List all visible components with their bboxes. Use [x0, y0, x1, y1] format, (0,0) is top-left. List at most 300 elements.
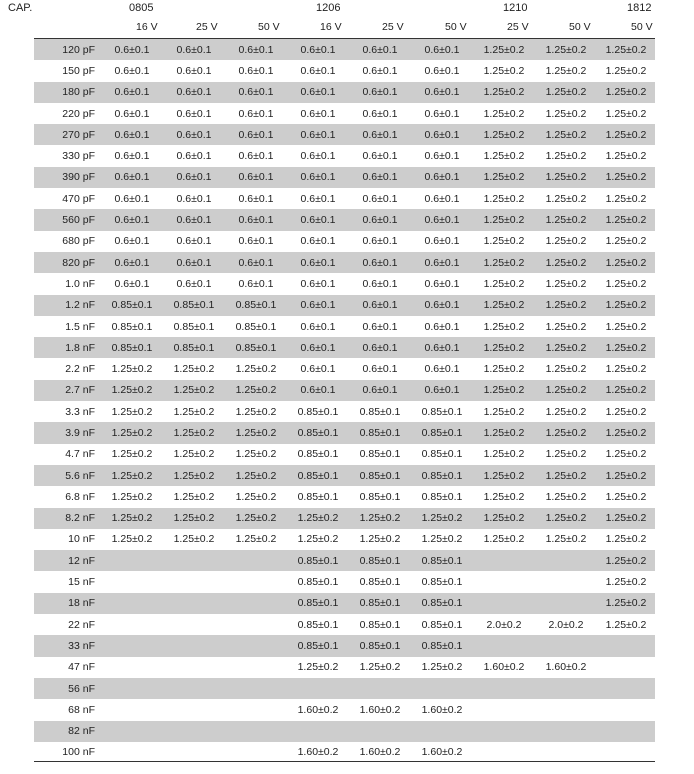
cap-value-cell: 150 pF: [62, 64, 95, 77]
thickness-cell: [225, 699, 287, 720]
thickness-cell: 1.25±0.2: [225, 422, 287, 443]
thickness-cell: 1.25±0.2: [597, 593, 655, 614]
voltage-label: 16 V: [320, 21, 342, 33]
thickness-cell: [473, 550, 535, 571]
thickness-cell: 0.85±0.1: [101, 295, 163, 316]
table-row: [34, 571, 655, 592]
thickness-cell: 1.25±0.2: [297, 533, 339, 546]
thickness-cell: [163, 550, 225, 571]
thickness-cell: [101, 550, 163, 571]
thickness-cell: 0.6±0.1: [411, 337, 473, 358]
thickness-cell: 0.85±0.1: [349, 635, 411, 656]
thickness-cell: 1.25±0.2: [545, 320, 587, 333]
cap-value-cell: 120 pF: [34, 39, 101, 60]
thickness-cell: 0.6±0.1: [300, 277, 336, 290]
thickness-cell: 1.25±0.2: [545, 150, 587, 163]
thickness-cell: 0.85±0.1: [297, 576, 339, 589]
thickness-cell: 1.25±0.2: [421, 533, 463, 546]
thickness-cell: [163, 614, 225, 635]
thickness-cell: [473, 699, 535, 720]
table-row: [34, 295, 655, 316]
thickness-cell: 0.85±0.1: [349, 465, 411, 486]
thickness-cell: [163, 635, 225, 656]
thickness-cell: 0.6±0.1: [424, 192, 460, 205]
thickness-cell: [535, 742, 597, 763]
thickness-cell: 1.25±0.2: [483, 363, 525, 376]
thickness-cell: 1.25±0.2: [173, 363, 215, 376]
table-row: [34, 316, 655, 337]
thickness-cell: 0.6±0.1: [411, 380, 473, 401]
thickness-cell: [163, 721, 225, 742]
table-row: [34, 124, 655, 145]
thickness-cell: 0.85±0.1: [359, 576, 401, 589]
thickness-cell: 1.25±0.2: [101, 465, 163, 486]
cap-value-cell: 82 nF: [34, 721, 101, 742]
table-row: [34, 39, 655, 60]
thickness-cell: 1.60±0.2: [297, 703, 339, 716]
thickness-cell: 1.25±0.2: [545, 533, 587, 546]
thickness-cell: 0.6±0.1: [349, 124, 411, 145]
thickness-cell: [101, 635, 163, 656]
thickness-cell: [535, 571, 597, 592]
table-row: [34, 486, 655, 507]
thickness-cell: 1.25±0.2: [163, 380, 225, 401]
thickness-cell: 0.6±0.1: [176, 277, 212, 290]
table-row: [34, 209, 655, 230]
thickness-cell: 0.6±0.1: [238, 107, 274, 120]
thickness-cell: [597, 721, 655, 742]
thickness-cell: 1.25±0.2: [359, 533, 401, 546]
thickness-cell: 0.6±0.1: [163, 39, 225, 60]
cap-value-cell: 180 pF: [34, 82, 101, 103]
thickness-cell: 1.60±0.2: [297, 746, 339, 759]
thickness-cell: 0.6±0.1: [300, 320, 336, 333]
thickness-cell: 1.25±0.2: [111, 533, 153, 546]
thickness-cell: 1.60±0.2: [359, 703, 401, 716]
thickness-cell: 1.25±0.2: [483, 277, 525, 290]
thickness-cell: 0.6±0.1: [287, 337, 349, 358]
thickness-cell: 1.25±0.2: [597, 252, 655, 273]
cap-value-cell: 15 nF: [68, 576, 95, 589]
thickness-cell: 1.25±0.2: [483, 448, 525, 461]
cap-value-cell: 4.7 nF: [65, 448, 95, 461]
thickness-cell: 1.25±0.2: [605, 448, 647, 461]
thickness-cell: 0.85±0.1: [287, 593, 349, 614]
thickness-cell: 0.85±0.1: [287, 635, 349, 656]
thickness-cell: 0.85±0.1: [421, 618, 463, 631]
thickness-cell: 0.85±0.1: [411, 422, 473, 443]
thickness-cell: [535, 635, 597, 656]
thickness-cell: 0.6±0.1: [225, 124, 287, 145]
thickness-cell: 0.6±0.1: [287, 124, 349, 145]
thickness-cell: 1.25±0.2: [235, 490, 277, 503]
thickness-cell: 0.6±0.1: [362, 277, 398, 290]
thickness-cell: 1.25±0.2: [605, 363, 647, 376]
thickness-cell: 0.85±0.1: [297, 618, 339, 631]
voltage-label: 25 V: [382, 21, 404, 33]
thickness-cell: [101, 721, 163, 742]
thickness-cell: 1.25±0.2: [473, 39, 535, 60]
thickness-cell: 1.25±0.2: [173, 533, 215, 546]
thickness-cell: 1.25±0.2: [597, 39, 655, 60]
cap-value-cell: 220 pF: [62, 107, 95, 120]
thickness-cell: 1.25±0.2: [473, 465, 535, 486]
thickness-cell: 0.6±0.1: [238, 277, 274, 290]
table-row: [34, 422, 655, 443]
thickness-cell: 0.6±0.1: [287, 167, 349, 188]
thickness-cell: [101, 699, 163, 720]
cap-value-cell: 56 nF: [34, 678, 101, 699]
thickness-cell: [287, 721, 349, 742]
thickness-cell: 1.25±0.2: [297, 661, 339, 674]
thickness-cell: 1.25±0.2: [101, 380, 163, 401]
thickness-cell: 1.25±0.2: [473, 422, 535, 443]
thickness-cell: 0.6±0.1: [101, 209, 163, 230]
thickness-cell: 1.25±0.2: [163, 422, 225, 443]
cap-column-label: CAP.: [8, 2, 33, 14]
cap-value-cell: 8.2 nF: [34, 508, 101, 529]
voltage-label: 50 V: [569, 21, 591, 33]
thickness-cell: [225, 657, 287, 678]
thickness-cell: 1.25±0.2: [101, 422, 163, 443]
thickness-cell: 1.25±0.2: [545, 490, 587, 503]
thickness-cell: 0.85±0.1: [411, 550, 473, 571]
thickness-cell: 1.25±0.2: [605, 533, 647, 546]
cap-value-cell: 5.6 nF: [34, 465, 101, 486]
thickness-cell: [225, 721, 287, 742]
thickness-cell: 1.25±0.2: [605, 192, 647, 205]
thickness-cell: 1.25±0.2: [597, 508, 655, 529]
thickness-cell: 0.6±0.1: [424, 277, 460, 290]
thickness-cell: 1.25±0.2: [535, 167, 597, 188]
table-row: [34, 721, 655, 742]
thickness-cell: [473, 742, 535, 763]
table-row: [34, 508, 655, 529]
thickness-cell: 0.6±0.1: [287, 295, 349, 316]
thickness-cell: 1.25±0.2: [605, 320, 647, 333]
thickness-cell: 1.25±0.2: [349, 508, 411, 529]
cap-value-cell: 22 nF: [68, 618, 95, 631]
thickness-cell: 0.85±0.1: [421, 490, 463, 503]
thickness-cell: 0.85±0.1: [111, 320, 153, 333]
thickness-cell: [287, 678, 349, 699]
table-row: [34, 550, 655, 571]
thickness-cell: 1.25±0.2: [483, 320, 525, 333]
thickness-cell: 1.25±0.2: [535, 422, 597, 443]
thickness-cell: 1.25±0.2: [605, 150, 647, 163]
thickness-cell: 0.6±0.1: [225, 39, 287, 60]
cap-value-cell: 3.3 nF: [65, 405, 95, 418]
thickness-cell: 1.25±0.2: [605, 576, 647, 589]
thickness-cell: [597, 742, 655, 763]
thickness-cell: 0.85±0.1: [411, 465, 473, 486]
thickness-cell: [225, 678, 287, 699]
table-row: [34, 188, 655, 209]
table-row: [34, 593, 655, 614]
thickness-cell: 1.25±0.2: [173, 448, 215, 461]
thickness-cell: 0.85±0.1: [225, 295, 287, 316]
thickness-cell: 1.60±0.2: [421, 746, 463, 759]
thickness-cell: 1.25±0.2: [473, 82, 535, 103]
thickness-cell: 1.25±0.2: [535, 337, 597, 358]
thickness-cell: 0.85±0.1: [287, 465, 349, 486]
thickness-cell: 0.6±0.1: [163, 124, 225, 145]
table-row: [34, 444, 655, 465]
thickness-cell: 1.25±0.2: [483, 533, 525, 546]
thickness-cell: [101, 571, 163, 592]
cap-value-cell: 680 pF: [62, 235, 95, 248]
thickness-cell: 0.6±0.1: [176, 64, 212, 77]
thickness-cell: 0.85±0.1: [297, 405, 339, 418]
thickness-cell: 1.25±0.2: [473, 124, 535, 145]
thickness-cell: 1.25±0.2: [535, 380, 597, 401]
thickness-cell: 1.25±0.2: [287, 508, 349, 529]
thickness-cell: 1.25±0.2: [535, 209, 597, 230]
thickness-cell: 0.85±0.1: [163, 295, 225, 316]
group-1210-label: 1210: [503, 2, 528, 14]
cap-value-cell: 18 nF: [34, 593, 101, 614]
thickness-cell: 0.85±0.1: [101, 337, 163, 358]
thickness-cell: 0.6±0.1: [238, 64, 274, 77]
thickness-cell: 0.6±0.1: [424, 150, 460, 163]
thickness-cell: [163, 742, 225, 763]
thickness-cell: 0.6±0.1: [362, 107, 398, 120]
thickness-cell: 0.6±0.1: [101, 167, 163, 188]
thickness-cell: 0.6±0.1: [424, 107, 460, 120]
thickness-cell: 0.6±0.1: [114, 277, 150, 290]
thickness-cell: 1.25±0.2: [535, 39, 597, 60]
thickness-cell: [473, 635, 535, 656]
thickness-cell: 0.6±0.1: [114, 107, 150, 120]
table-row: [34, 252, 655, 273]
thickness-cell: 1.25±0.2: [163, 465, 225, 486]
thickness-cell: 0.6±0.1: [424, 363, 460, 376]
thickness-cell: 1.25±0.2: [535, 465, 597, 486]
thickness-cell: 1.25±0.2: [597, 82, 655, 103]
table-row: [34, 103, 655, 124]
thickness-cell: 0.6±0.1: [349, 380, 411, 401]
cap-value-cell: 33 nF: [34, 635, 101, 656]
cap-value-cell: 47 nF: [68, 661, 95, 674]
thickness-cell: 0.6±0.1: [300, 150, 336, 163]
table-row: [34, 699, 655, 720]
thickness-cell: 0.6±0.1: [225, 82, 287, 103]
thickness-cell: 0.6±0.1: [300, 235, 336, 248]
thickness-cell: 0.6±0.1: [176, 150, 212, 163]
thickness-cell: 1.25±0.2: [411, 508, 473, 529]
thickness-cell: [597, 699, 655, 720]
cap-value-cell: 10 nF: [68, 533, 95, 546]
table-row: [34, 529, 655, 550]
thickness-cell: 0.85±0.1: [421, 448, 463, 461]
thickness-cell: 1.25±0.2: [545, 235, 587, 248]
thickness-cell: 0.6±0.1: [101, 124, 163, 145]
thickness-cell: 1.25±0.2: [597, 209, 655, 230]
thickness-cell: 1.25±0.2: [545, 192, 587, 205]
thickness-cell: 1.25±0.2: [483, 107, 525, 120]
thickness-cell: [163, 699, 225, 720]
thickness-cell: 0.6±0.1: [176, 107, 212, 120]
thickness-cell: 0.6±0.1: [349, 167, 411, 188]
table-row: [34, 358, 655, 379]
cap-value-cell: 3.9 nF: [34, 422, 101, 443]
thickness-cell: 0.6±0.1: [411, 167, 473, 188]
thickness-cell: [535, 678, 597, 699]
cap-value-cell: 470 pF: [62, 192, 95, 205]
thickness-cell: 0.6±0.1: [411, 124, 473, 145]
table-row: [34, 273, 655, 294]
thickness-cell: 1.60±0.2: [421, 703, 463, 716]
thickness-cell: [101, 678, 163, 699]
thickness-cell: 1.25±0.2: [605, 490, 647, 503]
thickness-cell: 1.25±0.2: [605, 107, 647, 120]
thickness-cell: 1.25±0.2: [101, 508, 163, 529]
thickness-cell: 0.6±0.1: [114, 64, 150, 77]
thickness-cell: [473, 571, 535, 592]
thickness-cell: 0.6±0.1: [163, 167, 225, 188]
thickness-cell: 1.25±0.2: [597, 167, 655, 188]
thickness-cell: [101, 614, 163, 635]
thickness-cell: 1.25±0.2: [597, 124, 655, 145]
voltage-label: 50 V: [445, 21, 467, 33]
thickness-cell: [163, 678, 225, 699]
thickness-cell: 0.6±0.1: [362, 64, 398, 77]
thickness-cell: [349, 678, 411, 699]
table-row: [34, 742, 655, 763]
thickness-cell: 0.85±0.1: [421, 405, 463, 418]
thickness-cell: 1.25±0.2: [483, 235, 525, 248]
table-row: [34, 657, 655, 678]
thickness-cell: [473, 678, 535, 699]
thickness-cell: 0.85±0.1: [349, 422, 411, 443]
thickness-cell: 0.85±0.1: [349, 593, 411, 614]
cap-value-cell: 2.2 nF: [65, 363, 95, 376]
thickness-cell: 1.25±0.2: [597, 550, 655, 571]
thickness-cell: 0.6±0.1: [238, 235, 274, 248]
thickness-cell: 1.25±0.2: [235, 448, 277, 461]
thickness-cell: 1.25±0.2: [483, 64, 525, 77]
cap-value-cell: 100 nF: [62, 746, 95, 759]
thickness-cell: 1.25±0.2: [605, 405, 647, 418]
thickness-cell: 0.6±0.1: [163, 252, 225, 273]
thickness-cell: 0.85±0.1: [359, 490, 401, 503]
thickness-cell: 1.25±0.2: [535, 295, 597, 316]
thickness-cell: [473, 721, 535, 742]
thickness-cell: 0.6±0.1: [114, 192, 150, 205]
thickness-cell: 1.25±0.2: [597, 337, 655, 358]
group-0805-label: 0805: [129, 2, 154, 14]
thickness-cell: 1.25±0.2: [225, 465, 287, 486]
voltage-label: 16 V: [136, 21, 158, 33]
thickness-cell: [225, 593, 287, 614]
thickness-cell: 0.6±0.1: [349, 82, 411, 103]
thickness-cell: 0.85±0.1: [287, 550, 349, 571]
table-row: [34, 401, 655, 422]
cap-value-cell: 560 pF: [34, 209, 101, 230]
thickness-cell: 1.25±0.2: [235, 363, 277, 376]
thickness-cell: [535, 699, 597, 720]
thickness-cell: 1.25±0.2: [545, 107, 587, 120]
thickness-cell: 1.25±0.2: [597, 380, 655, 401]
thickness-cell: [225, 635, 287, 656]
voltage-label: 25 V: [196, 21, 218, 33]
thickness-cell: 0.85±0.1: [163, 337, 225, 358]
cap-value-cell: 820 pF: [34, 252, 101, 273]
thickness-cell: 0.6±0.1: [225, 167, 287, 188]
thickness-cell: 0.6±0.1: [424, 235, 460, 248]
thickness-cell: [535, 550, 597, 571]
thickness-cell: 0.6±0.1: [287, 209, 349, 230]
thickness-cell: [101, 657, 163, 678]
thickness-cell: 0.6±0.1: [362, 363, 398, 376]
thickness-cell: 0.6±0.1: [287, 39, 349, 60]
thickness-cell: [597, 657, 655, 678]
thickness-cell: 1.25±0.2: [605, 235, 647, 248]
thickness-cell: 1.25±0.2: [359, 661, 401, 674]
cap-value-cell: 1.0 nF: [65, 277, 95, 290]
cap-value-cell: 1.5 nF: [65, 320, 95, 333]
thickness-cell: 1.25±0.2: [473, 252, 535, 273]
thickness-cell: 0.85±0.1: [411, 593, 473, 614]
bottom-rule: [34, 761, 655, 762]
thickness-cell: 0.6±0.1: [349, 209, 411, 230]
thickness-cell: 1.25±0.2: [535, 252, 597, 273]
thickness-cell: 0.6±0.1: [349, 337, 411, 358]
table-header: [0, 0, 694, 38]
thickness-cell: 1.25±0.2: [545, 363, 587, 376]
thickness-cell: 0.6±0.1: [424, 320, 460, 333]
thickness-cell: 1.25±0.2: [483, 150, 525, 163]
thickness-cell: 0.6±0.1: [163, 209, 225, 230]
voltage-label: 50 V: [631, 21, 653, 33]
thickness-cell: [597, 678, 655, 699]
thickness-cell: 0.6±0.1: [114, 235, 150, 248]
thickness-cell: 1.25±0.2: [545, 448, 587, 461]
table-row: [34, 145, 655, 166]
thickness-cell: 1.25±0.2: [163, 508, 225, 529]
thickness-cell: 1.25±0.2: [111, 405, 153, 418]
thickness-cell: 1.60±0.2: [359, 746, 401, 759]
thickness-cell: 0.6±0.1: [349, 295, 411, 316]
thickness-cell: 1.25±0.2: [483, 192, 525, 205]
thickness-cell: [411, 678, 473, 699]
voltage-label: 25 V: [507, 21, 529, 33]
cap-value-cell: 1.8 nF: [34, 337, 101, 358]
thickness-cell: 1.25±0.2: [605, 618, 647, 631]
thickness-cell: 1.25±0.2: [545, 64, 587, 77]
thickness-cell: [225, 571, 287, 592]
table-row: [34, 678, 655, 699]
thickness-cell: 0.6±0.1: [114, 150, 150, 163]
thickness-cell: 0.6±0.1: [225, 252, 287, 273]
thickness-cell: 0.6±0.1: [362, 320, 398, 333]
thickness-cell: 0.85±0.1: [421, 576, 463, 589]
thickness-cell: 0.85±0.1: [411, 635, 473, 656]
thickness-cell: 0.85±0.1: [297, 490, 339, 503]
thickness-cell: 1.25±0.2: [545, 277, 587, 290]
thickness-cell: 0.85±0.1: [173, 320, 215, 333]
thickness-cell: 1.60±0.2: [545, 661, 587, 674]
thickness-cell: [225, 742, 287, 763]
table-row: [34, 380, 655, 401]
thickness-cell: 0.6±0.1: [238, 192, 274, 205]
thickness-cell: 0.6±0.1: [362, 192, 398, 205]
thickness-cell: [411, 721, 473, 742]
thickness-cell: [349, 721, 411, 742]
table-row: [34, 337, 655, 358]
thickness-cell: 0.6±0.1: [300, 107, 336, 120]
thickness-cell: 1.25±0.2: [535, 82, 597, 103]
